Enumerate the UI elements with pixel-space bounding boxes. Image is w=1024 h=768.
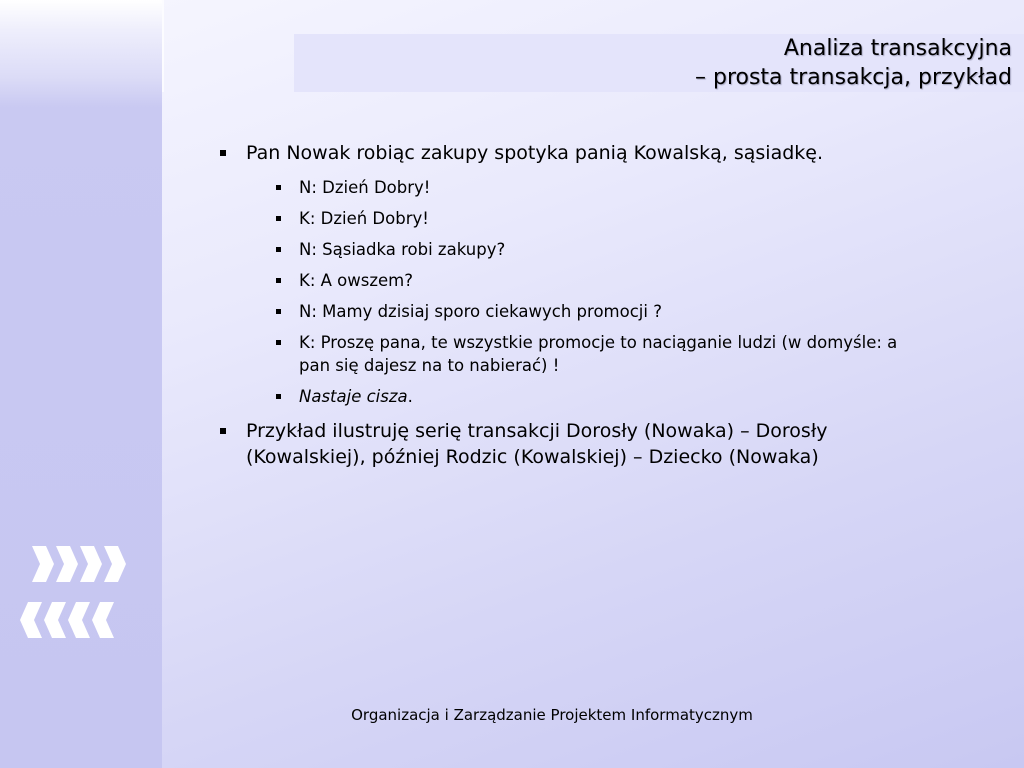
sub-bullet-item: N: Dzień Dobry! — [275, 176, 916, 199]
sub-bullet-item: N: Sąsiadka robi zakupy? — [275, 238, 916, 261]
chevrons-right-icon — [20, 546, 130, 582]
slide-content — [216, 140, 916, 480]
title-bar — [294, 34, 1024, 92]
bullet-text: Pan Nowak robiąc zakupy spotyka panią Kowalską, sąsiadkę. — [246, 142, 824, 164]
slide-title — [695, 34, 1012, 92]
bullet-list — [216, 140, 916, 470]
title-line-1: Analiza transakcyjna — [783, 36, 1012, 61]
sub-bullet-italic: Nastaje cisza — [299, 387, 408, 406]
sub-bullet-item: K: Dzień Dobry! — [275, 207, 916, 230]
sidebar-strip — [162, 0, 164, 92]
bullet-item — [216, 140, 916, 408]
chevrons-left-icon — [20, 602, 130, 638]
sub-bullet-item: K: A owszem? — [275, 269, 916, 292]
sub-bullet-item: K: Proszę pana, te wszystkie promocje to naciąganie ludzi (w domyśle: a pan się dajesz na to nabierać) ! — [275, 331, 916, 377]
sub-bullet-list — [246, 176, 916, 408]
bullet-item — [216, 418, 916, 470]
sub-bullet-tail: . — [407, 387, 413, 406]
bullet-text: Przykład ilustruję serię transakcji Dorosły (Nowaka) – Dorosły (Kowalskiej), później Rodzic (Kowalskiej) – Dziecko (Nowaka) — [246, 420, 828, 468]
sub-bullet-item — [275, 385, 916, 408]
title-line-2: – prosta transakcja, przykład — [694, 65, 1012, 90]
sidebar-panel — [0, 0, 162, 768]
sub-bullet-item: N: Mamy dzisiaj sporo ciekawych promocji ? — [275, 300, 916, 323]
slide-footer: Organizacja i Zarządzanie Projektem Informatycznym — [351, 706, 753, 724]
